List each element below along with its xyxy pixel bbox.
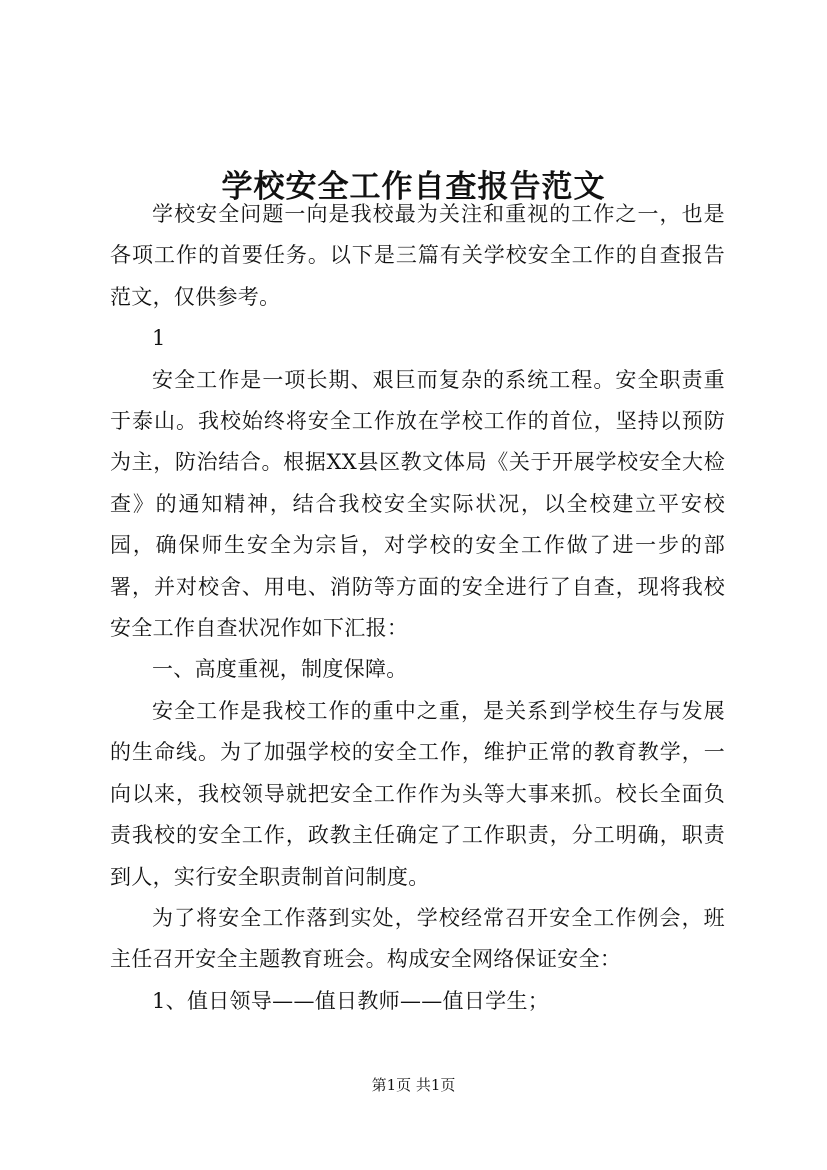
page-footer: 第1页 共1页 — [371, 1076, 456, 1094]
section-number: 1 — [152, 326, 166, 351]
list-item-1: 1、值日领导——值日教师——值日学生； — [152, 988, 550, 1013]
body-paragraph-3: 为了将安全工作落到实处，学校经常召开安全工作例会，班主任召开安全主题教育班会。构成安全网络保证安全： — [110, 905, 725, 972]
body-paragraph-2: 安全工作是我校工作的重中之重，是关系到学校生存与发展的生命线。为了加强学校的安全工作，维护正常的教育教学，一向以来，我校领导就把安全工作作为头等大事来抓。校长全面负责我校的安全工作，政教主任确定了工作职责，分工明确，职责到人，实行安全职责制首问制度。 — [110, 698, 725, 889]
body-paragraph-1: 安全工作是一项长期、艰巨而复杂的系统工程。安全职责重于泰山。我校始终将安全工作放在学校工作的首位，坚持以预防为主，防治结合。根据XX县区教文体局《关于开展学校安全大检查》的通知精神，结合我校安全实际状况，以全校建立平安校园，确保师生安全为宗旨，对学校的安全工作做了进一步的部署，并对校舍、用电、消防等方面的安全进行了自查，现将我校安全工作自查状况作如下汇报： — [110, 367, 725, 641]
section-heading: 一、高度重视，制度保障。 — [152, 657, 408, 682]
document-body — [110, 194, 725, 1022]
document-title: 学校安全工作自查报告范文 — [221, 168, 606, 205]
intro-paragraph: 学校安全问题一向是我校最为关注和重视的工作之一，也是各项工作的首要任务。以下是三篇有关学校安全工作的自查报告范文，仅供参考。 — [110, 202, 725, 309]
